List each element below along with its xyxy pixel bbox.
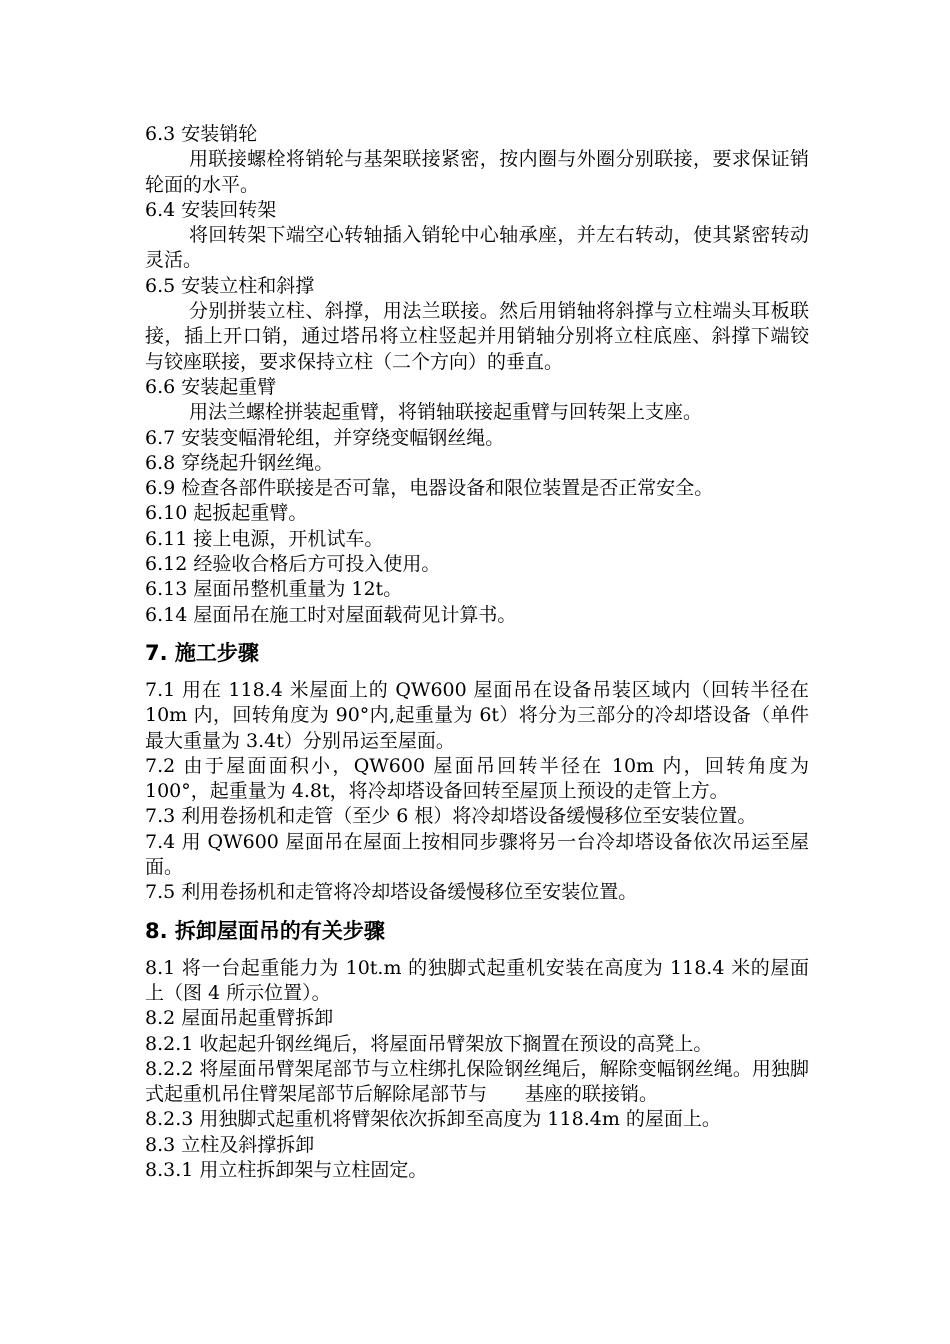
item-6-4: 6.4 安装回转架 bbox=[145, 198, 277, 221]
document-body bbox=[145, 122, 809, 1183]
section-7-heading: 7. 施工步骤 bbox=[145, 640, 259, 665]
item-6-4-text: 将回转架下端空心转轴插入销轮中心轴承座，并左右转动，使其紧密转动灵活。 bbox=[145, 224, 809, 272]
item-8-3: 8.3 立柱及斜撑拆卸 bbox=[145, 1133, 315, 1156]
section-8-heading: 8. 拆卸屋面吊的有关步骤 bbox=[145, 918, 385, 943]
item-6-5: 6.5 安装立柱和斜撑 bbox=[145, 274, 315, 297]
item-6-7: 6.7 安装变幅滑轮组，并穿绕变幅钢丝绳。 bbox=[145, 426, 505, 449]
item-6-12: 6.12 经验收合格后方可投入使用。 bbox=[145, 553, 441, 576]
item-6-6: 6.6 安装起重臂 bbox=[145, 375, 277, 398]
item-7-2: 7.2 由于屋面面积小，QW600 屋面吊回转半径在 10m 内，回转角度为 100°，起重量为 4.8t，将冷却塔设备回转至屋顶上预设的走管上方。 bbox=[145, 754, 809, 803]
item-8-3-1: 8.3.1 用立柱拆卸架与立柱固定。 bbox=[145, 1158, 428, 1181]
item-6-5-text: 分别拼装立柱、斜撑，用法兰联接。然后用销轴将斜撑与立柱端头耳板联接，插上开口销，通过塔吊将立柱竖起并用销轴分别将立柱底座、斜撑下端铰与铰座联接，要求保持立柱（二个方向）的垂直。 bbox=[145, 300, 809, 373]
item-7-1: 7.1 用在 118.4 米屋面上的 QW600 屋面吊在设备吊装区域内（回转半径在 10m 内，回转角度为 90°内,起重量为 6t）将分为三部分的冷却塔设备（单件最大重量为 3.4t）分别吊运至屋面。 bbox=[145, 678, 809, 752]
item-8-2-3: 8.2.3 用独脚式起重机将臂架依次拆卸至高度为 118.4m 的屋面上。 bbox=[145, 1108, 721, 1131]
item-7-4: 7.4 用 QW600 屋面吊在屋面上按相同步骤将另一台冷却塔设备依次吊运至屋面。 bbox=[145, 830, 809, 879]
item-6-13: 6.13 屋面吊整机重量为 12t。 bbox=[145, 578, 403, 601]
item-8-2: 8.2 屋面吊起重臂拆卸 bbox=[145, 1007, 334, 1030]
item-7-5: 7.5 利用卷扬机和走管将冷却塔设备缓慢移位至安装位置。 bbox=[145, 881, 638, 904]
item-6-9: 6.9 检查各部件联接是否可靠，电器设备和限位装置是否正常安全。 bbox=[145, 477, 714, 500]
item-6-3-text: 用联接螺栓将销轮与基架联接紧密，按内圈与外圈分别联接，要求保证销轮面的水平。 bbox=[145, 148, 809, 196]
item-6-6-text: 用法兰螺栓拼装起重臂，将销轴联接起重臂与回转架上支座。 bbox=[189, 401, 703, 424]
item-6-8: 6.8 穿绕起升钢丝绳。 bbox=[145, 451, 334, 474]
item-8-2-2: 8.2.2 将屋面吊臂架尾部节与立柱绑扎保险钢丝绳后，解除变幅钢丝绳。用独脚式起重机吊住臂架尾部节后解除尾部节与 基座的联接销。 bbox=[145, 1057, 809, 1106]
item-7-3: 7.3 利用卷扬机和走管（至少 6 根）将冷却塔设备缓慢移位至安装位置。 bbox=[145, 805, 757, 828]
item-6-14: 6.14 屋面吊在施工时对屋面载荷见计算书。 bbox=[145, 603, 517, 626]
item-6-11: 6.11 接上电源，开机试车。 bbox=[145, 527, 384, 550]
item-8-2-1: 8.2.1 收起起升钢丝绳后，将屋面吊臂架放下搁置在预设的高凳上。 bbox=[145, 1032, 713, 1055]
item-8-1: 8.1 将一台起重能力为 10t.m 的独脚式起重机安装在高度为 118.4 米的屋面上（图 4 所示位置）。 bbox=[145, 956, 809, 1004]
item-6-10: 6.10 起扳起重臂。 bbox=[145, 502, 308, 525]
item-6-3: 6.3 安装销轮 bbox=[145, 123, 258, 145]
